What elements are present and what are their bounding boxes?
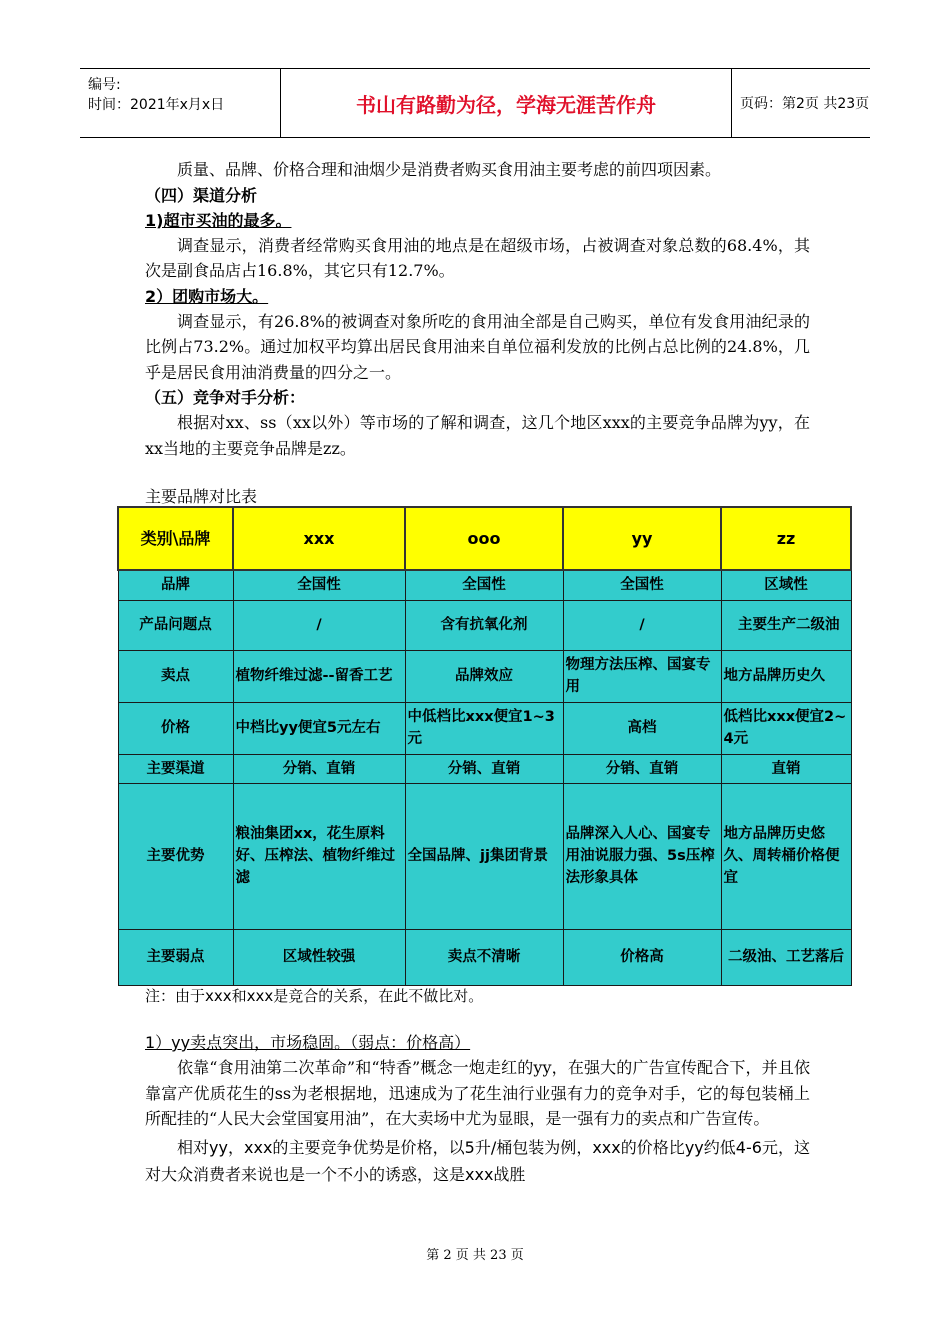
- table-cell: 植物纤维过滤--留香工艺: [233, 650, 405, 702]
- table-row: [118, 929, 851, 985]
- page-header: [80, 68, 870, 138]
- table-header-cell: yy: [563, 507, 721, 570]
- table-cell: 全国品牌、jj集团背景: [405, 783, 563, 929]
- table-cell: 地方品牌历史久: [721, 650, 851, 702]
- body-content-2: [145, 1031, 810, 1188]
- table-cell: 高档: [563, 702, 721, 754]
- page-footer: 第 2 页 共 23 页: [426, 1248, 524, 1263]
- table-cell: 二级油、工艺落后: [721, 929, 851, 985]
- table-cell: 品牌: [118, 570, 233, 600]
- table-cell: 全国性: [405, 570, 563, 600]
- table-cell: /: [233, 600, 405, 650]
- table-title: 主要品牌对比表: [145, 487, 258, 506]
- table-cell: 低档比xxx便宜2~4元: [721, 702, 851, 754]
- subsection-yy-title: 1）yy卖点突出，市场稳固。（弱点：价格高）: [145, 1033, 471, 1052]
- table-row: [118, 754, 851, 783]
- brand-comparison-table: [117, 506, 852, 986]
- table-header-row: [118, 507, 851, 570]
- table-header-cell: 类别\品牌: [118, 507, 233, 570]
- table-header-cell: zz: [721, 507, 851, 570]
- subsection-supermarket-title: 1)超市买油的最多。: [145, 210, 292, 230]
- table-cell: 含有抗氧化剂: [405, 600, 563, 650]
- paragraph-supermarket: 调查显示，消费者经常购买食用油的地点是在超级市场，占被调查对象总数的68.4%，其次是副食品店占16.8%，其它只有12.7%。: [145, 235, 810, 280]
- paragraph-price-advantage: 相对yy，xxx的主要竞争优势是价格，以5升/桶包装为例，xxx的价格比yy约低4-6元，这对大众消费者来说也是一个不小的诱惑，这是xxx战胜: [145, 1137, 810, 1184]
- header-page-info: 页码：第2页 共23页: [740, 96, 870, 112]
- paragraph-factors: 质量、品牌、价格合理和油烟少是消费者购买食用油主要考虑的前四项因素。: [177, 160, 722, 179]
- table-row: [118, 570, 851, 600]
- table-cell: 中档比yy便宜5元左右: [233, 702, 405, 754]
- table-cell: 区域性: [721, 570, 851, 600]
- table-row: [118, 650, 851, 702]
- table-header-cell: xxx: [233, 507, 405, 570]
- table-row: [118, 783, 851, 929]
- paragraph-groupbuy: 调查显示，有26.8%的被调查对象所吃的食用油全部是自己购买，单位有发食用油纪录的比例占73.2%。通过加权平均算出居民食用油来自单位福利发放的比例占总比例的24.8%，几乎是居民食用油消费量的四分之一。: [145, 311, 810, 382]
- header-motto: 书山有路勤为径，学海无涯苦作舟: [280, 69, 732, 137]
- table-cell: 卖点不清晰: [405, 929, 563, 985]
- section-channel-title: （四）渠道分析: [145, 185, 258, 205]
- header-number: 编号:: [88, 77, 121, 93]
- table-row: [118, 600, 851, 650]
- table-cell: 全国性: [563, 570, 721, 600]
- header-meta: [88, 75, 278, 115]
- body-content: [145, 157, 810, 461]
- section-competitor-title: （五）竞争对手分析：: [145, 388, 306, 407]
- table-cell: 主要生产二级油: [721, 600, 851, 650]
- table-cell: 全国性: [233, 570, 405, 600]
- table-cell: /: [563, 600, 721, 650]
- table-cell: 中低档比xxx便宜1~3元: [405, 702, 563, 754]
- table-cell: 分销、直销: [563, 754, 721, 783]
- table-cell: 主要优势: [118, 783, 233, 929]
- table-note: 注：由于xxx和xxx是竞合的关系，在此不做比对。: [145, 987, 484, 1005]
- table-cell: 区域性较强: [233, 929, 405, 985]
- table-cell: 主要弱点: [118, 929, 233, 985]
- table-cell: 卖点: [118, 650, 233, 702]
- table-cell: 价格高: [563, 929, 721, 985]
- table-cell: 物理方法压榨、国宴专用: [563, 650, 721, 702]
- paragraph-yy: 依靠“食用油第二次革命”和“特香”概念一炮走红的yy，在强大的广告宣传配合下，并且依靠富产优质花生的ss为老根据地，迅速成为了花生油行业强有力的竞争对手，它的每包装桶上所配挂的“人民大会堂国宴用油”，在大卖场中尤为显眼，是一强有力的卖点和广告宣传。: [145, 1058, 810, 1128]
- table-cell: 分销、直销: [233, 754, 405, 783]
- table-header-cell: ooo: [405, 507, 563, 570]
- table-row: [118, 702, 851, 754]
- header-time: 时间：2021年x月x日: [88, 97, 225, 113]
- paragraph-competitor: 根据对xx、ss（xx以外）等市场的了解和调查，这几个地区xxx的主要竞争品牌为yy，在xx当地的主要竞争品牌是zz。: [145, 413, 810, 458]
- table-cell: 直销: [721, 754, 851, 783]
- subsection-groupbuy-title: 2）团购市场大。: [145, 286, 269, 306]
- table-cell: 品牌效应: [405, 650, 563, 702]
- table-cell: 主要渠道: [118, 754, 233, 783]
- table-cell: 分销、直销: [405, 754, 563, 783]
- table-cell: 地方品牌历史悠久、周转桶价格便宜: [721, 783, 851, 929]
- table-cell: 品牌深入人心、国宴专用油说服力强、5s压榨法形象具体: [563, 783, 721, 929]
- table-cell: 产品问题点: [118, 600, 233, 650]
- table-cell: 价格: [118, 702, 233, 754]
- table-cell: 粮油集团xx，花生原料好、压榨法、植物纤维过滤: [233, 783, 405, 929]
